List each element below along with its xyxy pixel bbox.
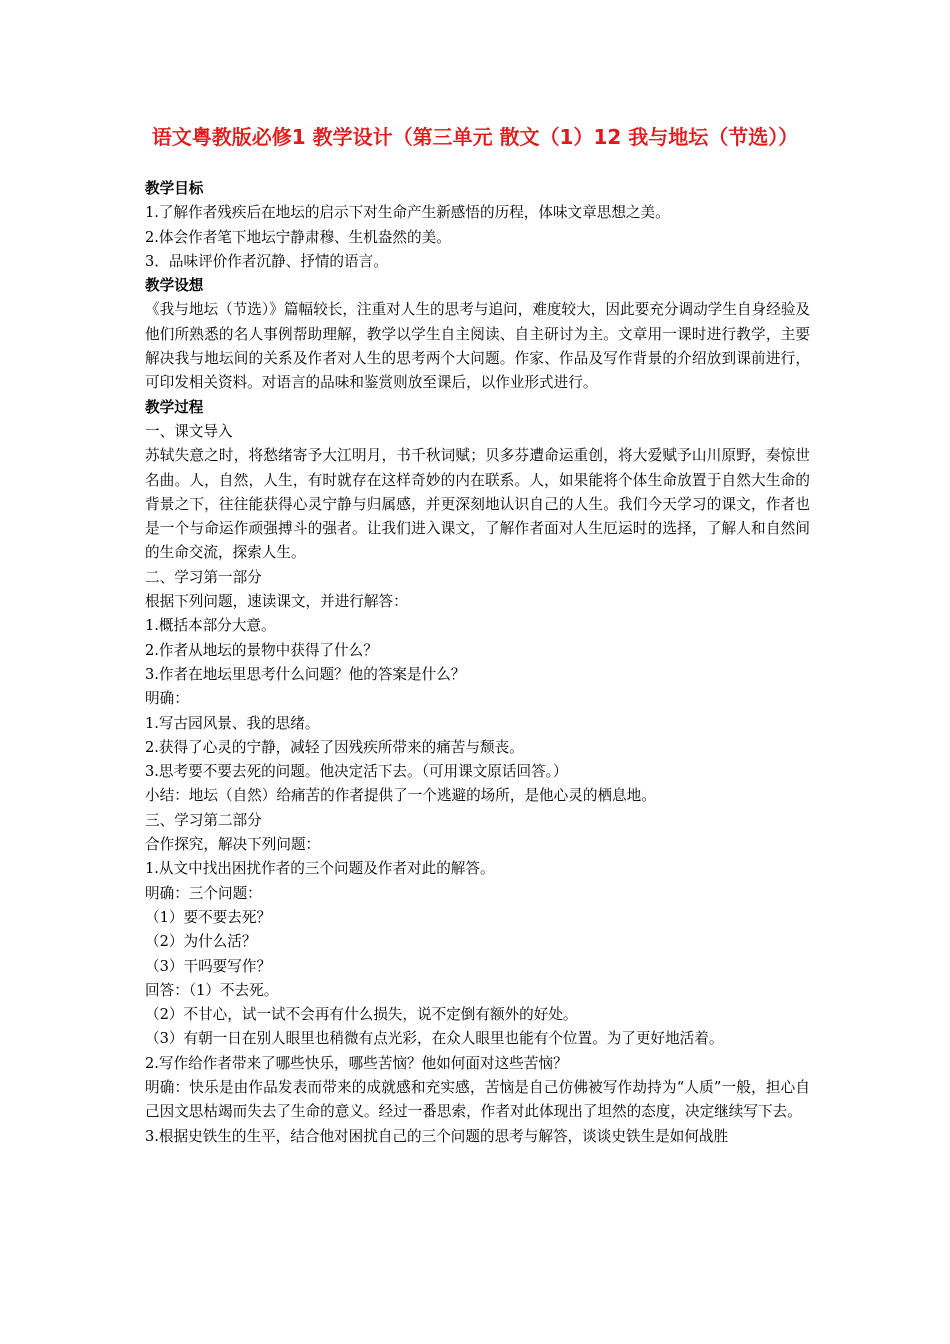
body-line: 2.获得了心灵的宁静，减轻了因残疾所带来的痛苦与颓丧。: [145, 738, 524, 756]
body-paragraph: 《我与地坛（节选）》篇幅较长，注重对人生的思考与追问，难度较大，因此要充分调动学生自身经验及他们所熟悉的名人事例帮助理解，教学以学生自主阅读、自主研讨为主。文章用一课时进行教学，主要解决我与地坛间的关系及作者对人生的思考两个大问题。作家、作品及写作背景的介绍放到课前进行，可印发相关资料。对语言的品味和鉴赏则放至课后，以作业形式进行。: [145, 301, 810, 392]
body-line: 3.思考要不要去死的问题。他决定活下去。（可用课文原话回答。）: [145, 763, 568, 781]
body-line: 1.了解作者残疾后在地坛的启示下对生命产生新感悟的历程，体味文章思想之美。: [145, 204, 670, 222]
section-heading: 教学目标: [145, 180, 204, 197]
body-line: （3）有朝一日在别人眼里也稍微有点光彩，在众人眼里也能有个位置。为了更好地活着。: [145, 1030, 724, 1048]
body-line: 三、学习第二部分: [145, 811, 262, 829]
body-line: 回答：（1）不去死。: [145, 981, 279, 999]
document-body: [145, 177, 810, 1149]
body-line: 根据下列问题，速读课文，并进行解答：: [145, 593, 408, 611]
section-heading: 教学过程: [145, 398, 204, 416]
body-line: 2.写作给作者带来了哪些快乐，哪些苦恼？他如何面对这些苦恼？: [145, 1054, 568, 1072]
body-paragraph: 苏轼失意之时，将愁绪寄予大江明月，书千秋词赋；贝多芬遭命运重创，将大爱赋予山川原野，奏惊世名曲。人，自然，人生，有时就存在这样奇妙的内在联系。人，如果能将个体生命放置于自然大生命的背景之下，往往能获得心灵宁静与归属感，并更深刻地认识自己的人生。我们今天学习的课文，作者也是一个与命运作顽强搏斗的强者。让我们进入课文，了解作者面对人生厄运时的选择，了解人和自然间的生命交流，探索人生。: [145, 447, 810, 562]
body-line: 明确：三个问题：: [145, 884, 262, 902]
body-line: 3．品味评价作者沉静、抒情的语言。: [145, 252, 388, 270]
body-line: 3.作者在地坛里思考什么问题？他的答案是什么？: [145, 665, 466, 683]
body-line: 明确：: [145, 690, 189, 708]
body-line: 1.概括本部分大意。: [145, 617, 276, 635]
body-line: 1.写古园风景、我的思绪。: [145, 714, 320, 732]
body-line: 1.从文中找出困扰作者的三个问题及作者对此的解答。: [145, 860, 495, 878]
body-line: （1）要不要去死？: [145, 908, 272, 926]
body-line: （2）不甘心，试一试不会再有什么损失，说不定倒有额外的好处。: [145, 1006, 578, 1024]
section-heading: 教学设想: [145, 277, 204, 295]
body-line: 合作探究，解决下列问题：: [145, 836, 321, 854]
body-line: 2.体会作者笔下地坛宁静肃穆、生机盎然的美。: [145, 228, 451, 246]
body-line: 一、课文导入: [145, 422, 233, 440]
body-line: 3.根据史铁生的生平，结合他对困扰自己的三个问题的思考与解答，谈谈史铁生是如何战胜: [145, 1127, 729, 1145]
body-line: 二、学习第一部分: [145, 568, 262, 586]
body-line: 2.作者从地坛的景物中获得了什么？: [145, 641, 378, 659]
body-line: 小结：地坛（自然）给痛苦的作者提供了一个逃避的场所，是他心灵的栖息地。: [145, 787, 656, 805]
body-line: （3）干吗要写作？: [145, 957, 272, 975]
body-paragraph: 明确：快乐是由作品发表而带来的成就感和充实感，苦恼是自己仿佛被写作劫持为“人质”一般，担心自己因文思枯竭而失去了生命的意义。经过一番思索，作者对此体现出了坦然的态度，决定继续写下去。: [145, 1078, 810, 1121]
body-line: （2）为什么活？: [145, 933, 257, 951]
document-title: 语文粤教版必修1 教学设计（第三单元 散文（1）12 我与地坛（节选））: [151, 125, 799, 149]
